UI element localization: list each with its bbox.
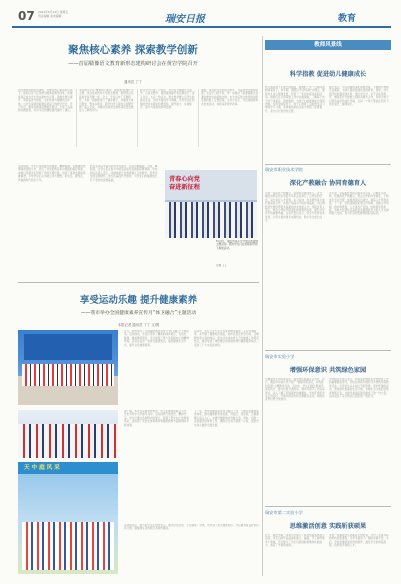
article5-body-col2: 学校一直重视学生创新能力的培养，开设了丰富多彩的科技社团课程，为学生提供了广阔的实践平台。今后，学校将继续深化科技教育，激发学生的创造潜能，培养更多创新人才。 <box>329 534 389 548</box>
article2-section-label: 瑞安市职业技术学院 <box>265 167 303 172</box>
photo-banner-line2: 奋进新征程 <box>169 184 200 191</box>
column-box-header <box>265 40 391 50</box>
article4-headline: 增强环保意识 共筑绿色家园 <box>289 367 367 374</box>
photo-performers <box>22 364 114 386</box>
photo1-caption: 6月5日，瑞安市某小学开展庆祝建党主题活动。图为学生们在老师的带领下参加活动。 <box>216 240 259 250</box>
article1-title: 聚焦核心素养 探索教学创新 <box>68 44 198 56</box>
photo1-credit: 记者 丁丁 <box>216 264 228 267</box>
article3-body-col3: 据了解，本次活动由市教育局、市卫生健康局联合主办，全市多所中小学参与其中。活动现场气氛热烈，精彩纷呈。学生们通过各种形式的展示，展现了阳光向上的青春风采，也体现了学校在体育教育和健康教育方面取得的丰硕成果。 <box>124 410 189 427</box>
photo-bottom-crowd <box>22 522 114 570</box>
masthead-rule <box>12 26 391 28</box>
article3-subtitle: ——我市举办全国健康素养宣传月“体卫融合”主题活动 <box>80 311 197 316</box>
photo-students-stage <box>18 410 118 458</box>
photo-bottom-banner-label: 天 中 庭 风 采 <box>24 465 60 471</box>
article2-body-col1: 为进一步深化产教融合，促进校企协同育人，近日，瑞安市职业技术学院与多家企业举行了合作签约仪式。双方将在人才培养、实习实训、技术研发等方面开展深度合作，共同打造高水平的实训基地，为区域经济发展培养更多高素质技术技能人才。学院负责人表示，此次合作是学院深化教育教学改革、提升办学水平的重要举措。企业代表也表示，将充分发挥自身优势，为学生提供更多实践机会，助力学生成长成才。 <box>265 192 325 223</box>
article1-body-col2: 本次研讨会以“聚焦核心素养，探索教学创新”为主题，来自各地的中小学语文教师、教研员以及高校学者齐聚一堂。会上，专家们作了专题报告，多位一线教师进行了课堂展示，并围绕大单元教学、整本书阅读、跨学科学习等热点问题开展了深入交流，为推动区域语文教育高质量发展注入了新的动力。 <box>79 89 134 113</box>
article5-section-label: 瑞安市第二实验小学 <box>265 510 303 515</box>
column-rule <box>198 89 199 147</box>
article1-body-col5: 活动现场，学生们身着整齐的服装，精神饱满，以饱满的热情和昂扬的斗志，表达了对党的热爱和对祖国的美好祝愿。老师们带领学生回顾了党的光辉历程，讲述了革命先辈的英雄事迹，引导学生们从小树立远大理想，听党话、跟党走，争做新时代的好少年。 <box>18 165 86 182</box>
section-name: 教育 <box>338 14 357 24</box>
column-box-body-col2: 园长表示，今后将继续深化保教改革，不断提升教师专业素养，为幼儿提供更加优质的教育。同时，幼儿园还将加强家园共育，通过家长会、亲子活动等形式，增进家长与教师之间的沟通与合作，共同为孩子们营造良好的成长环境，让每一个孩子都能在阳光下快乐成长、健康成长。 <box>329 86 389 107</box>
photo-banner-line1: 青春心向党 <box>169 176 200 183</box>
photo-bottom-group <box>18 462 118 574</box>
photo-bottom-banner <box>18 462 118 474</box>
article1-byline: 通讯员 丁丁 <box>123 80 143 84</box>
newspaper-logo: 瑞安日报 <box>165 14 205 25</box>
article1-body-col3: 研讨会还设置了分论坛，与会者分组就作文教学、古诗文教学、阅读素养提升等议题进行了深入讨论。大家一致认为，语文教学要立足学生的真实生活，创设丰富的学习情境，引导学生在积极的语言实践中积累经验、提升能力，实现知识、能力与素养的协同发展。 <box>140 89 195 110</box>
article3-body-col1: 近日，我市举办了全国健康素养宣传月“体卫融合”主题活动。活动现场，学生们带来了精彩的体育展示，有武术、跳绳、健美操等项目，充分展现了青少年积极向上的精神风貌。活动旨在进一步普及健康知识，倡导健康生活方式，提升全民健康素养。 <box>124 330 189 347</box>
column-box-headline: 科学指教 促进幼儿健康成长 <box>289 71 367 78</box>
issue-info <box>38 10 68 18</box>
column-box-title: 教师风景线 <box>314 42 342 48</box>
masthead <box>0 0 401 30</box>
article2-headline: 深化产教融合 协同育德育人 <box>289 180 367 187</box>
right-column-divider <box>265 350 391 351</box>
article5-body-col1: 近日，瑞安市第二实验小学举行了科技创新成果展示活动。学生们的作品涵盖机器人、编程、手工制作等多个领域，充分展示了学生们的创新思维和实践能力，收获了丰硕的成果。 <box>265 534 325 548</box>
article3-title: 享受运动乐趣 提升健康素养 <box>79 295 198 306</box>
article4-body-col2: 学校相关负责人表示，环境保护教育是学校德育工作的重要组成部分，学校将持续开展形式多样的环保教育活动，引导学生从小树立节约资源、保护环境的意识，养成绿色低碳的生活习惯，争做生态文明的宣传者和践行者，为建设美丽家园贡献自己的一份力量。活动受到了家长和社区居民的一致好评。 <box>329 378 389 399</box>
article1-body-col6: 此次活动以丰富多彩的形式展开，包括诗歌朗诵、合唱、舞蹈等，让学生们在参与中感受到爱党爱国的深厚情感。学校相关负责人表示，将继续把红色教育融入日常教学，培养学生的家国情怀，使红色基因代代相传，为学生们的健康成长打下坚实的思想基础。 <box>90 165 158 182</box>
column-rule <box>76 89 77 147</box>
issue-date: 2024年6月14日 星期五 <box>38 10 69 14</box>
article1-body-col4: 据悉，本次研讨会的成功举办，为各地语文教师搭建了交流学习的平台，进一步推动了新课程理念在课堂教学中的落地生根，也为今后语文教育的创新发展积累了宝贵经验。主办方表示，今后将继续举办此类活动，持续深化教学改革。 <box>201 89 259 106</box>
article3-body-col5: 活动结束后，参与的学生们纷纷表示，通过这次活动，不仅锻炼了身体，还学到了很多健康知识，今后要养成良好的运动习惯，做健康生活的践行者和传播者。 <box>124 524 259 531</box>
article4-section-label: 瑞安市实验小学 <box>265 354 295 359</box>
article1-body-col1: 语文教育的新形态建构，需要在核心素养的引领下，探索以学习任务群为载体的教学改革，使课堂真正成为学生语言建构与运用、思维发展与提升、审美鉴赏与创造、文化传承与理解的主阵地。与会专家围绕新课标背景下的教学设计、学习评价、课堂实施等话题展开研讨，分享了各地的实践经验，并对今后的课程建设提出了建议。 <box>18 89 73 113</box>
column-box-body-col1: 幼儿园是孩子们成长的摇篮，教师的一言一行都深刻影响着孩子。本学期，我园以“科学指教”为理念，围绕幼儿身心健康发展，开展了一系列丰富多彩的活动。教师们在日常保教工作中注重观察，了解每个孩子的个体差异，因材施教，为孩子们的健康成长保驾护航。在科学的指导下，孩子们养成了良好的生活习惯和学习习惯，身体素质和综合能力得到了显著提升，家长们对此纷纷点赞。 <box>265 86 325 113</box>
right-column-divider <box>265 506 391 507</box>
article2-body-col2: 近年来，学院始终坚持以服务为宗旨、以就业为导向，积极探索产教融合、校企合作的办学模式，不断优化专业设置，加强师资队伍建设，提高人才培养质量。下一步，学院将继续拓展合作领域，创新合作机制，推动教育链、人才链与产业链、创新链有机衔接，为地方经济社会高质量发展提供有力的人才支撑和智力支持，努力打造特色鲜明的职业院校。 <box>329 192 389 216</box>
article3-body-col4: 下一步，我市将继续深化体卫融合工作，不断完善健康促进体系，推动健康教育进校园、进社区、进家庭，让健康理念深入人心，为建设健康城市贡献力量。同时，将进一步加强学校体育工作，确保学生每天锻炼一小时，促进学生身心健康全面发展。 <box>194 410 259 427</box>
article4-body-col1: 为增强学生的环保意识，倡导绿色低碳生活方式，近日，瑞安市实验小学开展了“增强环保意识，共筑绿色家园”主题教育活动。活动中，学生们通过观看环保宣传片、参与垃圾分类游戏、制作环保手工作品等形式，深入了解了环境保护的重要性。学校还组织学生走进社区，开展环保宣传和志愿服务活动，向居民宣传垃圾分类知识。 <box>265 378 325 402</box>
photo-banner <box>169 176 219 198</box>
article1-subtitle: ——首届赣豫语文教育新形态建构研讨会在黄岩学院召开 <box>68 61 198 67</box>
issue-editors: 责任编辑 美术编辑 <box>38 14 62 18</box>
photo-students-ceremony <box>165 170 257 238</box>
photo-crowd <box>165 202 257 238</box>
article3-body-col2: 活动中，医疗卫生专家还为现场群众提供了义诊咨询服务，并开展了健康知识讲座，向市民普及科学运动、合理膳食等方面的知识。此次活动将体育与卫生健康工作紧密结合，推动形成了体医融合的疾病管理与健康服务模式，受到了广大市民的欢迎。 <box>194 330 259 347</box>
article5-headline: 思维激活创意 实践斩获硕果 <box>289 523 367 530</box>
page-number: 07 <box>18 9 35 23</box>
photo-sports-performance <box>18 330 118 405</box>
right-column-rule <box>262 36 263 576</box>
right-column-divider <box>265 164 391 165</box>
photo-stage-screen <box>24 334 112 360</box>
column-rule <box>137 89 138 147</box>
article3-byline: 本报记者 通讯员 丁丁 文/图 <box>117 323 160 327</box>
section-divider <box>18 282 259 283</box>
photo-flags <box>18 424 118 458</box>
